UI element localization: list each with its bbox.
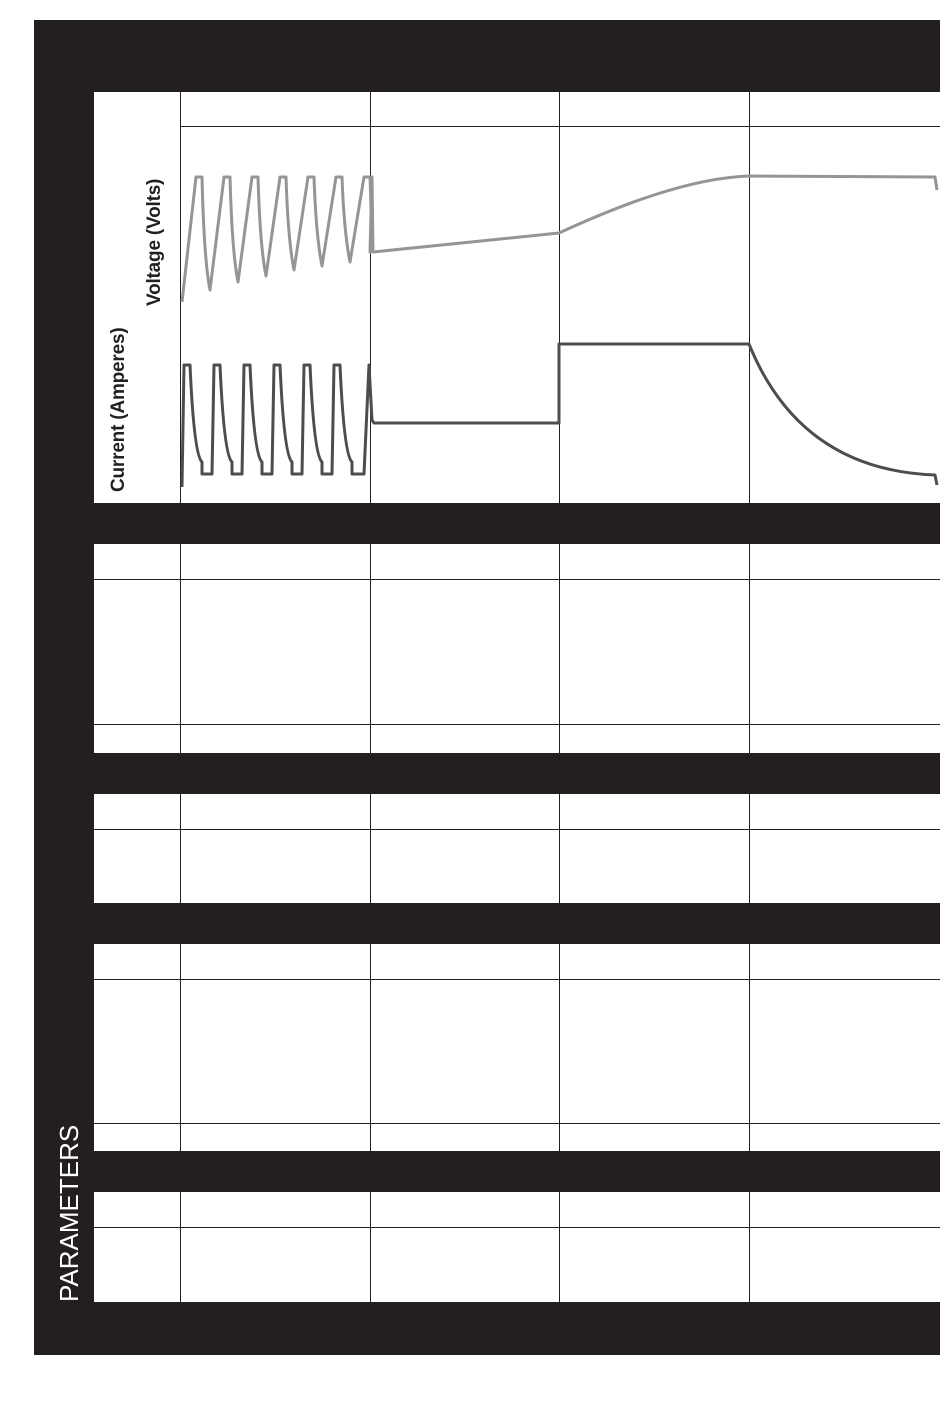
voltage-axis-label: Voltage (Volts) [144, 178, 165, 306]
current-waveform [182, 344, 937, 487]
current-axis-label: Current (Amperes) [108, 327, 129, 492]
voltage-waveform [182, 176, 937, 302]
parameters-title: PARAMETERS [54, 1124, 84, 1302]
